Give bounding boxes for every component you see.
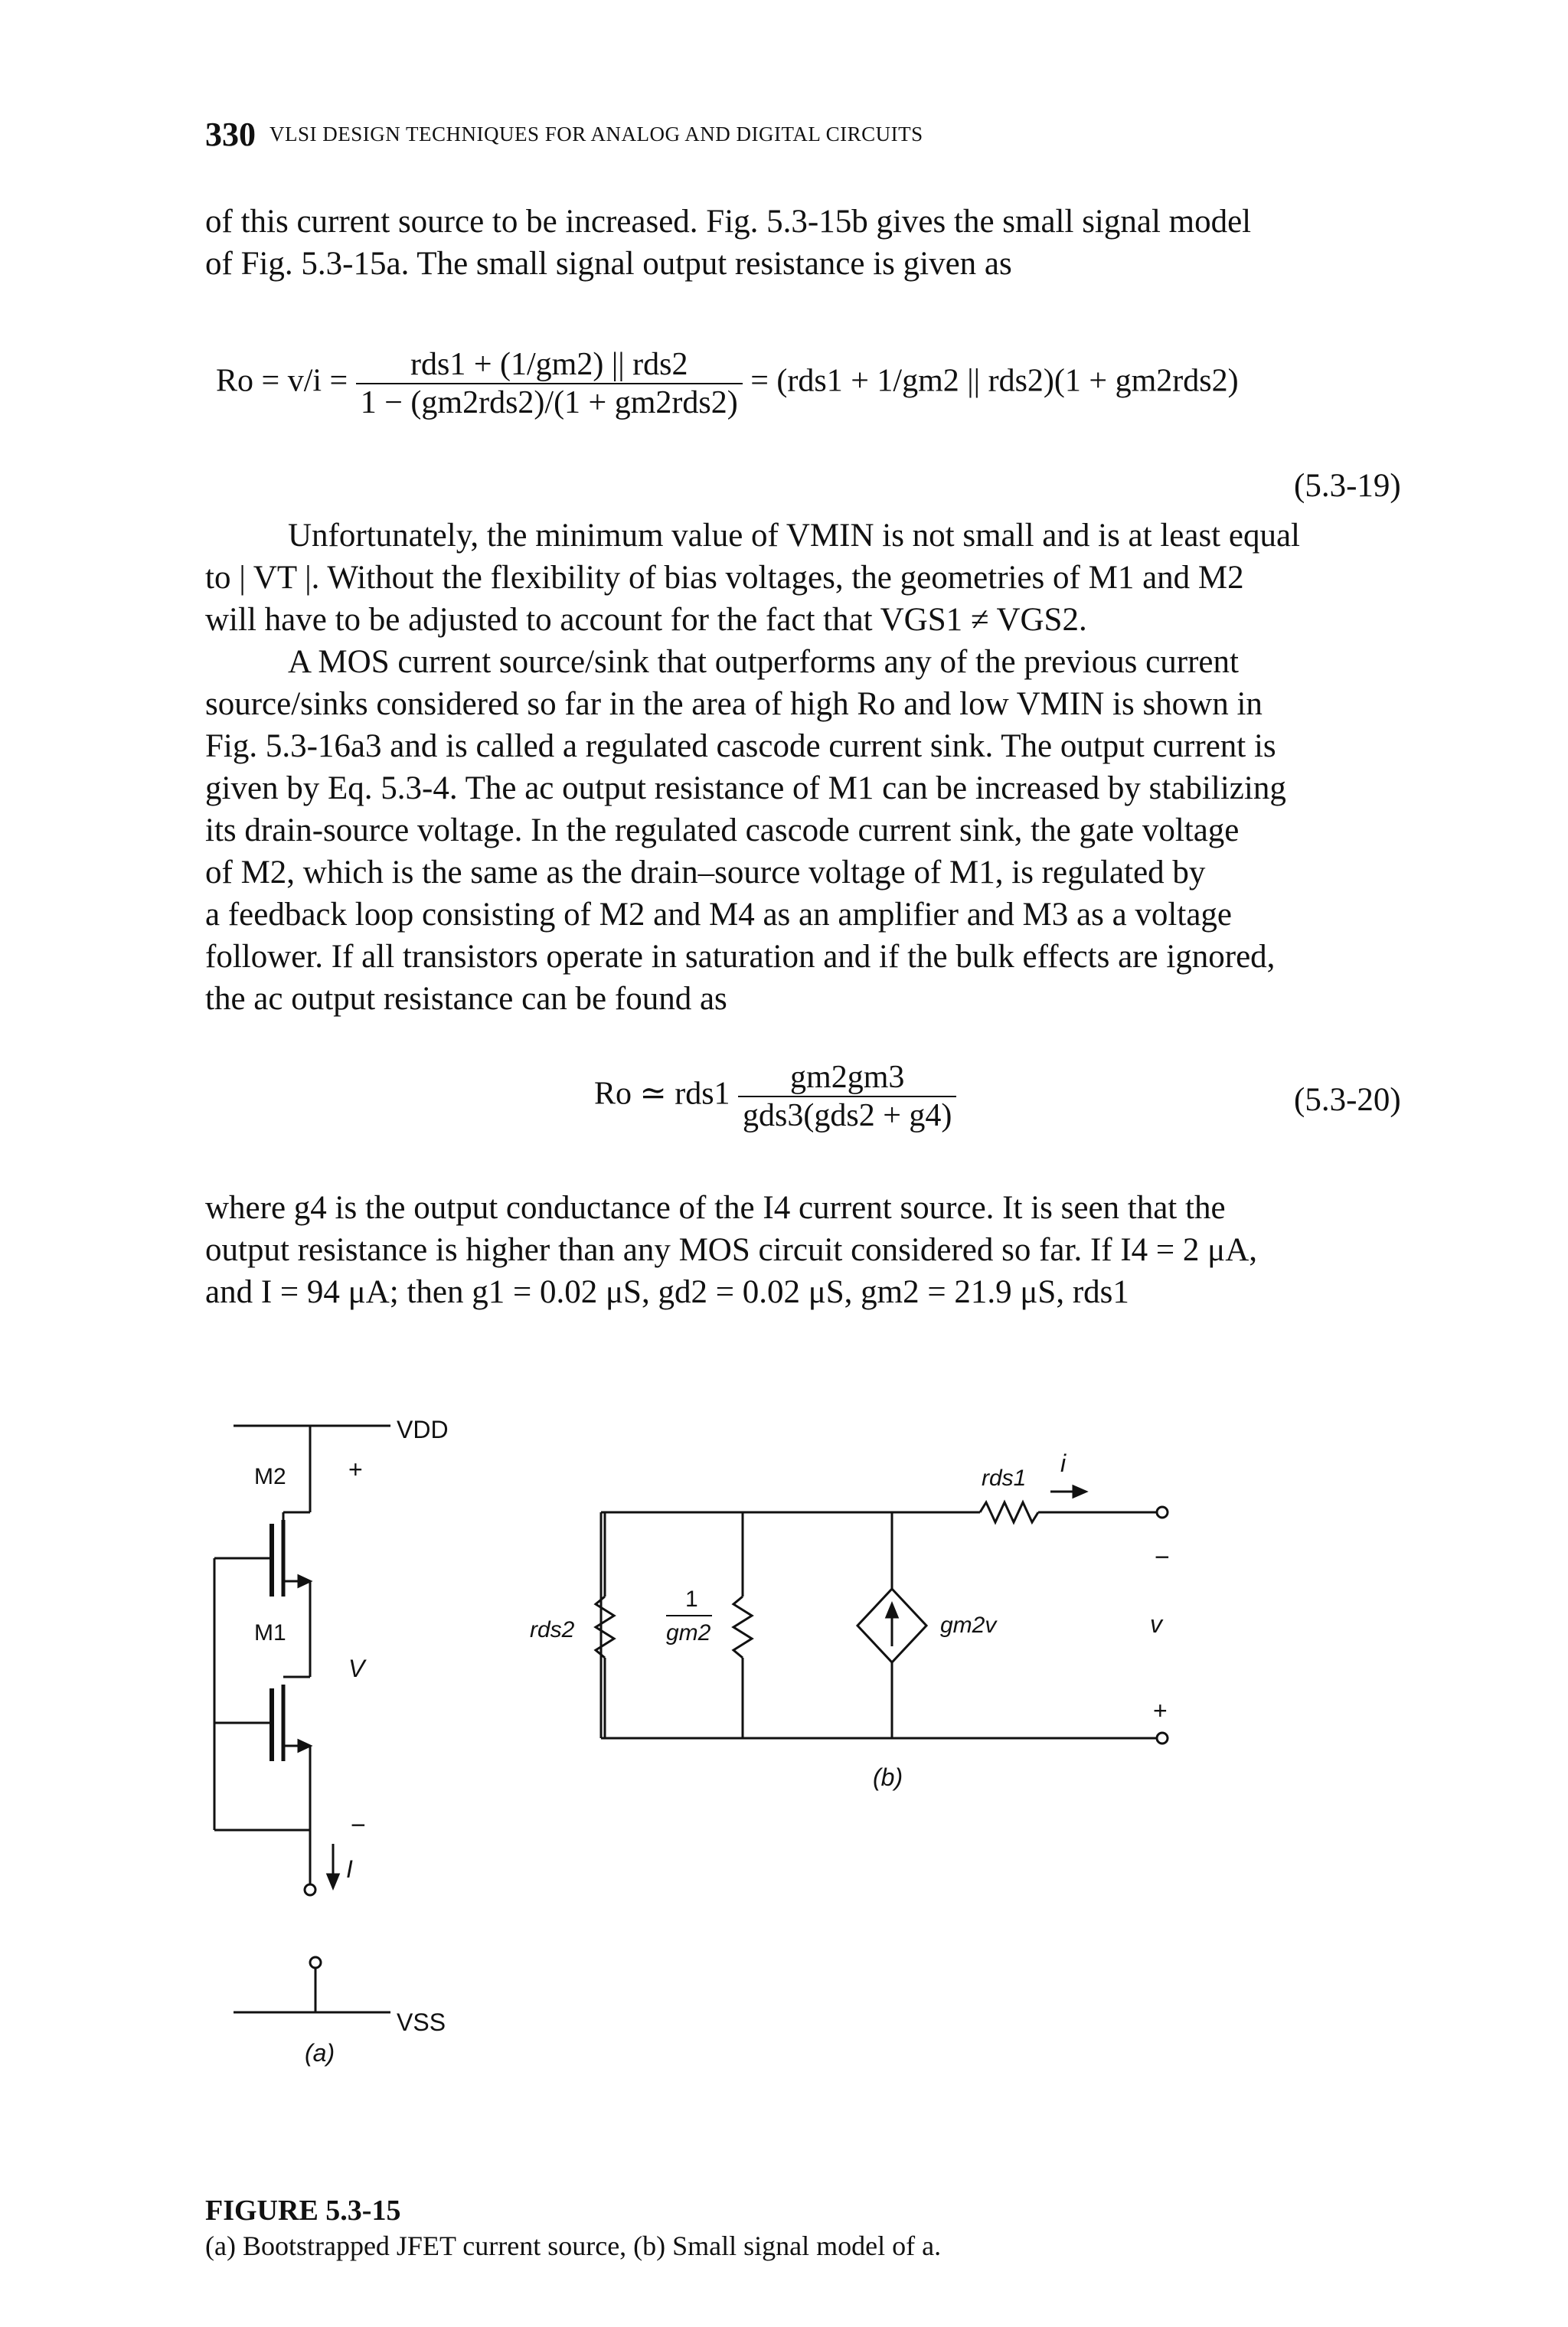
paragraph-vmin (205, 515, 1433, 641)
m1-arrow (299, 1740, 310, 1751)
para3-line-4: given by Eq. 5.3-4. The ac output resistance of M1 can be increased by stabilizing (205, 770, 1286, 806)
rds2-resistor (596, 1597, 614, 1658)
para4-line-3: and I = 94 μA; then g1 = 0.02 μS, gd2 = 0.02 μS, gm2 = 21.9 μS, rds1 (205, 1274, 1129, 1310)
intro-paragraph (205, 201, 1433, 285)
output-terminal (305, 1884, 315, 1895)
eq20-fraction (738, 1059, 956, 1134)
para3-line-2: source/sinks considered so far in the area of high Ro and low VMIN is shown in (205, 686, 1263, 722)
i-b-label: i (1060, 1449, 1067, 1477)
vdd-label: VDD (397, 1416, 449, 1443)
para4-line-1: where g4 is the output conductance of the I4 current source. It is seen that the (205, 1190, 1226, 1226)
para3-line-1: A MOS current source/sink that outperforms any of the previous current (288, 644, 1239, 680)
inv-gm2-resistor (733, 1597, 752, 1658)
m2-label: M2 (254, 1464, 286, 1489)
inv-gm2-numerator: 1 (685, 1587, 698, 1612)
page-number: 330 (205, 116, 256, 153)
intro-line-2: of Fig. 5.3-15a. The small signal output resistance is given as (205, 246, 1012, 282)
para3-line-8: follower. If all transistors operate in saturation and if the bulk effects are ignored, (205, 939, 1276, 975)
para3-line-9: the ac output resistance can be found as (205, 981, 727, 1017)
equation-5-3-20 (594, 1059, 956, 1134)
eq20-number: (5.3-20) (1294, 1082, 1401, 1118)
eq20-denominator: gds3(gds2 + g4) (743, 1098, 952, 1133)
paragraph-regulated-cascode (205, 641, 1433, 1020)
rds1-resistor (980, 1502, 1038, 1522)
eq19-denominator: 1 − (gm2rds2)/(1 + gm2rds2) (360, 385, 738, 420)
eq19-numerator: rds1 + (1/gm2) || rds2 (356, 346, 743, 384)
figure-caption-title: FIGURE 5.3-15 (205, 2195, 401, 2227)
circuit-b (530, 1449, 1170, 1791)
para3-line-6: of M2, which is the same as the drain–source voltage of M1, is regulated by (205, 855, 1206, 891)
minus-a-label: − (351, 1811, 366, 1840)
figure-caption-text: (a) Bootstrapped JFET current source, (b) Small signal model of a. (205, 2231, 942, 2261)
eq19-fraction (356, 346, 743, 421)
figure-5-3-15 (0, 1394, 1568, 2175)
v-a-label: V (348, 1655, 365, 1682)
equation-5-3-19 (216, 346, 1239, 421)
circuit-a (214, 1416, 449, 2067)
paragraph-output-conductance (205, 1187, 1433, 1313)
running-title: VLSI DESIGN TECHNIQUES FOR ANALOG AND DIGITAL CIRCUITS (270, 123, 923, 145)
para2-line-3: will have to be adjusted to account for the fact that VGS1 ≠ VGS2. (205, 602, 1087, 638)
eq19-rhs: = (rds1 + 1/gm2 || rds2)(1 + gm2rds2) (750, 363, 1239, 399)
vss-terminal (310, 1957, 321, 1968)
eq19-number: (5.3-19) (1294, 468, 1401, 504)
top-terminal (1157, 1507, 1168, 1518)
eq20-numerator: gm2gm3 (738, 1059, 956, 1097)
m1-label: M1 (254, 1620, 286, 1646)
para2-line-2: to | VT |. Without the flexibility of bias voltages, the geometries of M1 and M2 (205, 560, 1244, 596)
figure-a-label: (a) (305, 2039, 335, 2067)
eq20-lhs: Ro ≃ rds1 (594, 1076, 730, 1112)
eq19-lhs: Ro = v/i = (216, 363, 348, 399)
inv-gm2-denominator: gm2 (666, 1620, 711, 1646)
source-arrow-head (887, 1604, 897, 1617)
intro-line-1: of this current source to be increased. Fig. 5.3-15b gives the small signal model (205, 204, 1252, 240)
i-arrow-head (1073, 1486, 1086, 1497)
plus-b-label: + (1153, 1697, 1168, 1724)
v-b-label: v (1150, 1610, 1162, 1638)
rds1-label: rds1 (982, 1466, 1027, 1491)
i-a-label: I (346, 1855, 353, 1883)
figure-b-label: (b) (873, 1763, 903, 1791)
vss-label: VSS (397, 2008, 446, 2036)
para4-line-2: output resistance is higher than any MOS circuit considered so far. If I4 = 2 μA, (205, 1232, 1258, 1268)
para3-line-5: its drain-source voltage. In the regulated cascode current sink, the gate voltage (205, 812, 1240, 848)
bottom-terminal (1157, 1733, 1168, 1744)
gm2v-label: gm2v (940, 1613, 997, 1638)
plus-a-label: + (348, 1456, 363, 1483)
minus-b-label: − (1155, 1543, 1170, 1572)
current-arrow-head (328, 1874, 338, 1887)
para3-line-3: Fig. 5.3-16a3 and is called a regulated cascode current sink. The output current is (205, 728, 1276, 764)
m2-arrow (299, 1576, 310, 1587)
para2-line-1: Unfortunately, the minimum value of VMIN is not small and is at least equal (288, 518, 1300, 554)
rds2-label: rds2 (530, 1617, 575, 1642)
para3-line-7: a feedback loop consisting of M2 and M4 as an amplifier and M3 as a voltage (205, 897, 1232, 933)
